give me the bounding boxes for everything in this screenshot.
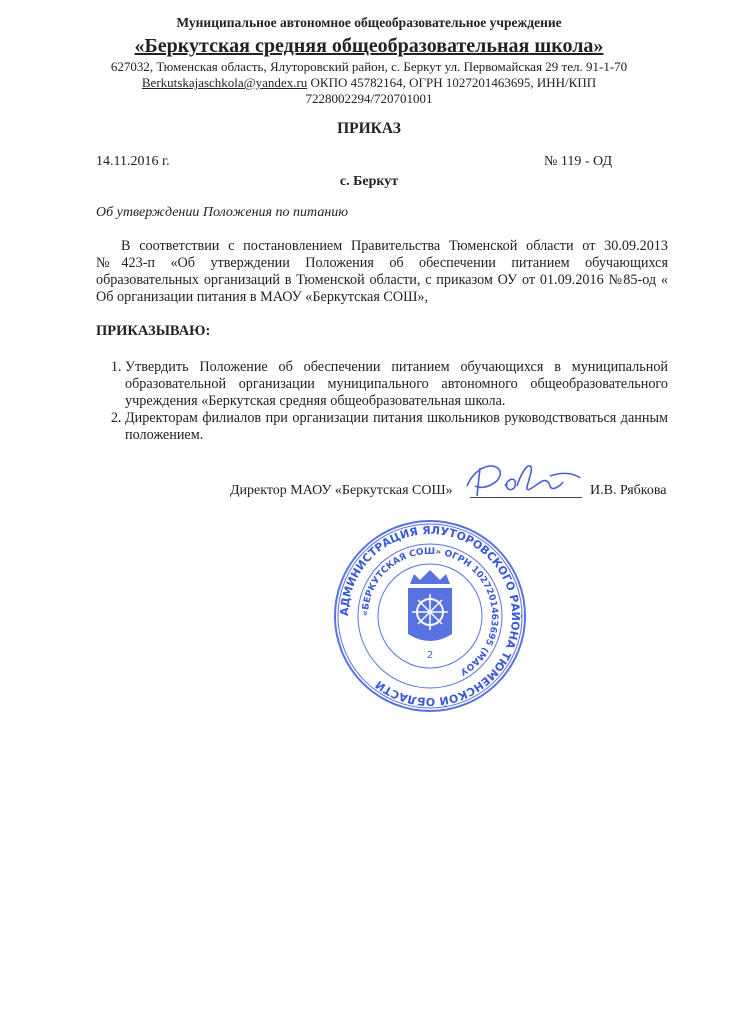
school-address: 627032, Тюменская область, Ялуторовский район, с. Беркут ул. Первомайская 29 тел. 91-1-70 — [110, 59, 628, 74]
stamp-center-mark: 2 — [426, 650, 434, 661]
document-subject: Об утверждении Положения по питанию — [96, 205, 349, 220]
official-stamp — [330, 516, 530, 716]
email-link[interactable]: Berkutskajaschkola@yandex.ru — [141, 75, 308, 90]
signature-row — [96, 482, 668, 512]
preamble: В соответствии с постановлением Правительства Тюменской области от 30.09.2013 №423-п «Об утверждении Положения об обеспечении питанием обучающихся образовательных организаций в Тюменской области, с приказом ОУ от 01.09.2016 №85-од « Об организации питания в МАОУ «Беркутская СОШ», — [96, 238, 668, 305]
document-number: № 119 - ОД — [544, 154, 612, 169]
order-heading: ПРИКАЗЫВАЮ: — [96, 323, 211, 339]
handwritten-signature — [455, 456, 585, 501]
order-item: 1. Утвердить Положение об обеспечении питанием обучающихся в муниципальной образовательной организации муниципального автономного общеобразовательного учреждения «Беркутская средняя общеобразовательная школа. — [125, 359, 668, 410]
coat-of-arms-icon — [408, 570, 452, 641]
stamp-outer-text: АДМИНИСТРАЦИЯ ЯЛУТОРОВСКОГО РАЙОНА ТЮМЕНСКОЙ ОБЛАСТИ — [337, 523, 523, 709]
date-number-row — [96, 153, 668, 171]
order-item: 2. Директорам филиалов при организации питания школьников руководствоваться данным положением. — [125, 410, 668, 444]
registry-codes: ОКПО 45782164, ОГРН 1027201463695, ИНН/КПП — [307, 75, 597, 90]
order-items — [96, 359, 668, 444]
institution-type: Муниципальное автономное общеобразовательное учреждение — [176, 15, 562, 30]
stamp-inner-text: «БЕРКУТСКАЯ СОШ» ОГРН 1027201463695 (МАОУ — [360, 546, 500, 677]
signature-name: И.В. Рябкова — [590, 483, 667, 498]
school-name: «Беркутская средняя общеобразовательная школа» — [134, 35, 604, 57]
document-place: с. Беркут — [339, 174, 399, 189]
school-contacts — [0, 59, 738, 107]
signature-title: Директор МАОУ «Беркутская СОШ» — [230, 483, 453, 498]
inn-kpp: 7228002294/720701001 — [305, 91, 433, 106]
document-title: ПРИКАЗ — [337, 120, 401, 137]
document-date: 14.11.2016 г. — [96, 154, 170, 169]
